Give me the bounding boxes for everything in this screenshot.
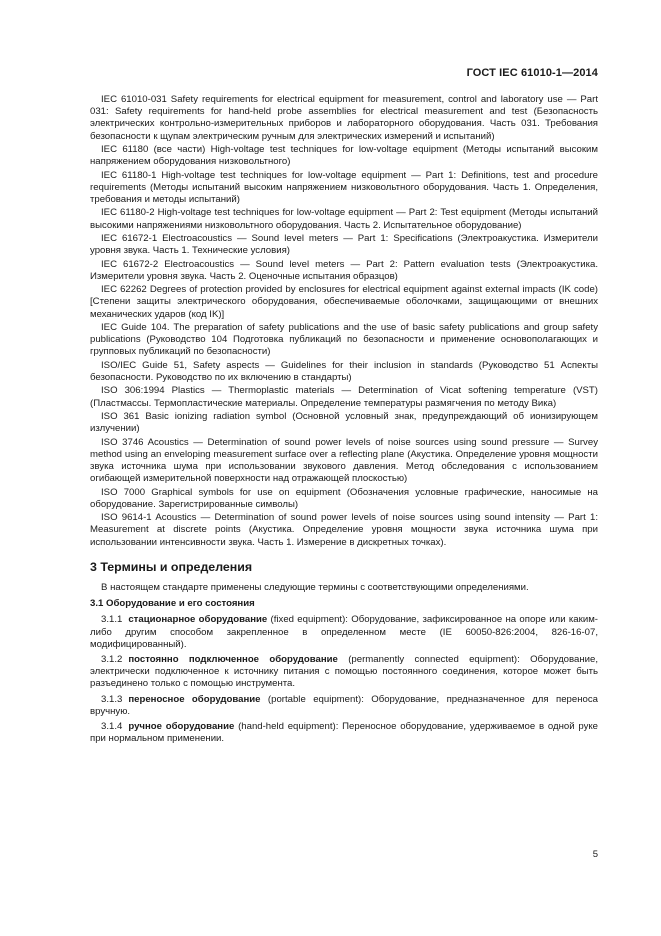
term-name: стационарное оборудование xyxy=(128,614,268,626)
reference-item: IEC 61010-031 Safety requirements for electrical equipment for measurement, control and laboratory use — Part 031: Safety requirements for hand-held probe assemblies for electrical measurement and test (Безопасность электрических контрольно-измерительных приборов и лабораторного оборудования. Часть 031. Требования безопасности к щупам электрическим ручным для электрических измерений и испытаний) xyxy=(90,94,598,142)
document-header: ГОСТ IEC 61010-1—2014 xyxy=(466,67,598,79)
term-definition xyxy=(90,694,598,718)
term-definition xyxy=(90,654,598,691)
term-definition xyxy=(90,721,598,745)
term-name: постоянно подключенное оборудование xyxy=(128,653,338,665)
reference-item: ISO/IEC Guide 51, Safety aspects — Guidelines for their inclusion in standards (Руководство 51 Аспекты безопасности. Руководство по их включению в стандарты) xyxy=(90,359,598,383)
term-name: переносное оборудование xyxy=(128,693,261,705)
reference-item: ISO 306:1994 Plastics — Thermoplastic materials — Determination of Vicat softening temperature (VST) (Пластмассы. Термопластические материалы. Определение температуры размягчения по методу Вика) xyxy=(90,385,598,409)
reference-item: IEC Guide 104. The preparation of safety publications and the use of basic safety publications and group safety publications (Руководство 104 Подготовка публикаций по безопасности и применение основополагающих и групповых публикаций по безопасности) xyxy=(90,321,598,358)
term-text: (hand-held equipment): Переносное оборудование, удерживаемое в одной руке при нормальном применении. xyxy=(90,720,599,745)
reference-item: IEC 62262 Degrees of protection provided by enclosures for electrical equipment against external impacts (IK code) [Степени защиты электрического оборудования, обеспечиваемые оболочками, защищающими от внешних механических ударов (код IK)] xyxy=(90,284,598,320)
section-intro: В настоящем стандарте применены следующие термины с соответствующими определениями. xyxy=(101,581,529,593)
term-text: (fixed equipment): Оборудование, зафиксированное на опоре или каким-либо другим способом закрепленное в определенном месте (IE 60050-826:2004, 826-16-07, модифицированный). xyxy=(90,614,598,650)
term-number: 3.1.4 xyxy=(101,720,123,732)
term-name: ручное оборудование xyxy=(128,720,235,732)
section-heading: 3 Термины и определения xyxy=(90,559,253,574)
term-number: 3.1.2 xyxy=(101,653,123,665)
reference-item: ISO 9614-1 Acoustics — Determination of sound power levels of noise sources using sound intensity — Part 1: Measurement at discrete points (Акустика. Определение уровня мощности звука источника шума при использовании интенсивности звука. Часть 1. Измерение в дискретных точках). xyxy=(90,512,598,548)
term-number: 3.1.1 xyxy=(101,614,123,626)
page-number: 5 xyxy=(592,849,598,860)
reference-item: IEC 61672-2 Electroacoustics — Sound level meters — Part 2: Pattern evaluation tests (Электроакустика. Измерители уровня звука. Часть 2. Оценочные испытания образцов) xyxy=(90,258,598,282)
reference-item: ISO 361 Basic ionizing radiation symbol (Основной условный знак, предупреждающий об ионизирующем излучении) xyxy=(90,410,598,435)
reference-item: IEC 61180 (все части) High-voltage test techniques for low-voltage equipment (Методы испытаний высоким напряжением оборудования низковольтного) xyxy=(90,144,598,168)
page-content xyxy=(90,94,598,748)
term-number: 3.1.3 xyxy=(101,693,123,705)
reference-item: IEC 61180-1 High-voltage test techniques for low-voltage equipment — Part 1: Definitions, test and procedure requirements (Методы испытаний высоким напряжением низковольтного оборудования. Часть 1. Определения, требования и методы испытаний) xyxy=(90,169,598,205)
reference-item: ISO 7000 Graphical symbols for use on equipment (Обозначения условные графические, наносимые на оборудование. Зарегистрированные символы) xyxy=(90,486,598,510)
reference-item: IEC 61180-2 High-voltage test techniques for low-voltage equipment — Part 2: Test equipment (Методы испытаний высокими напряжениями низковольтного оборудования. Часть 2. Испытательное оборудование) xyxy=(90,207,598,231)
subsection-heading: 3.1 Оборудование и его состояния xyxy=(90,598,255,610)
reference-item: ISO 3746 Acoustics — Determination of sound power levels of noise sources using sound pressure — Survey method using an enveloping measurement surface over a reflecting plane (Акустика. Определение уровня мощности звука источника шума при использовании звукового давления. Метод обследования с использованием огибающей измерительной поверхности над отражающей плоскостью) xyxy=(90,436,598,485)
reference-item: IEC 61672-1 Electroacoustics — Sound level meters — Part 1: Specifications (Электроакустика. Измерители уровня звука. Часть 1. Технические условия) xyxy=(90,232,598,257)
term-text: (permanently connected equipment): Оборудование, электрически подключенное к источнику питания с помощью постоянного соединения, которое может быть разъединено только с помощью инструмента. xyxy=(90,653,598,690)
term-definition xyxy=(90,614,598,651)
term-text: (portable equipment): Оборудование, предназначенное для переноса вручную. xyxy=(90,693,598,717)
